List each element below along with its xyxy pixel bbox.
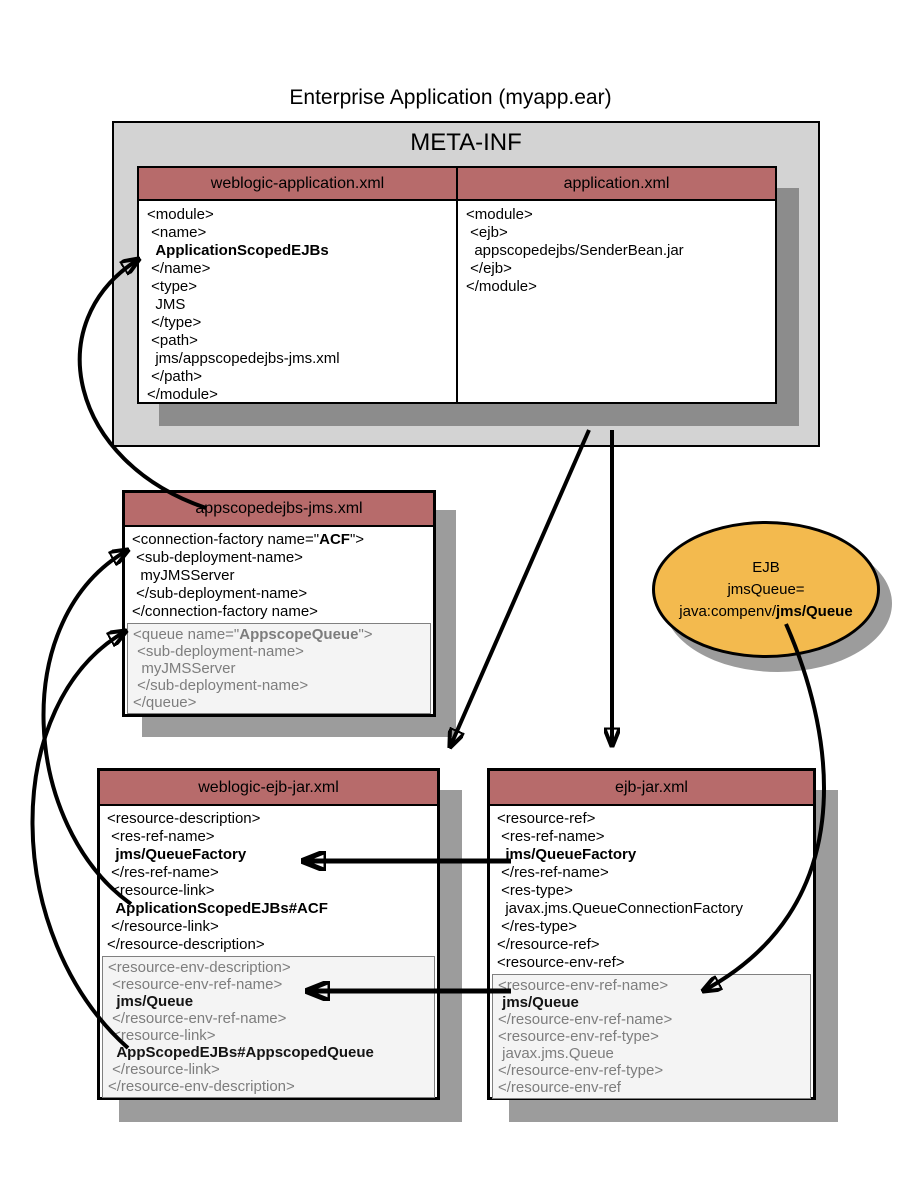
- code-line: myJMSServer: [133, 660, 236, 677]
- code-line: <name>: [147, 224, 207, 241]
- weblogic-application-header: weblogic-application.xml: [139, 168, 456, 201]
- code-line: </res-ref-name>: [107, 864, 219, 881]
- code-line: </resource-env-ref-name>: [108, 1010, 287, 1027]
- ejb-jar-box: [487, 768, 816, 1100]
- meta-inf-label: META-INF: [410, 129, 522, 156]
- code-line: </resource-link>: [108, 1061, 220, 1078]
- code-line: <resource-link>: [107, 882, 215, 899]
- code-line: <sub-deployment-name>: [133, 643, 304, 660]
- code-line: </resource-ref>: [497, 936, 600, 953]
- code-line: AppScopedEJBs#AppscopedQueue: [116, 1044, 374, 1061]
- code-line: </queue>: [133, 694, 197, 711]
- weblogic-application-column: [139, 168, 458, 402]
- connection-factory-code: [125, 527, 433, 622]
- code-line: </sub-deployment-name>: [133, 677, 309, 694]
- weblogic-application-code: [139, 201, 456, 409]
- code-line: </ejb>: [466, 260, 512, 277]
- code-line: </resource-env-description>: [108, 1078, 295, 1095]
- page-title: Enterprise Application (myapp.ear): [289, 86, 612, 109]
- code-line: </module>: [466, 278, 537, 295]
- code-line: jmsQueue=: [727, 580, 805, 598]
- weblogic-ejb-jar-box: [97, 768, 440, 1100]
- code-line: <resource-env-ref-name>: [498, 977, 669, 994]
- code-line: myJMSServer: [132, 567, 235, 584]
- code-line: <res-ref-name>: [107, 828, 215, 845]
- code-line: <connection-factory name="ACF">: [132, 531, 365, 548]
- code-line: jms/Queue: [502, 994, 579, 1011]
- code-line: java:compenv/jms/Queue: [679, 602, 853, 620]
- code-line: <resource-description>: [107, 810, 261, 827]
- code-line: </resource-env-ref-type>: [498, 1062, 664, 1079]
- resource-description-code: [100, 806, 437, 955]
- code-line: <resource-ref>: [497, 810, 596, 827]
- code-line: jms/Queue: [116, 993, 194, 1010]
- code-line: </sub-deployment-name>: [132, 585, 308, 602]
- queue-subbox-code: [127, 623, 431, 714]
- code-line: <sub-deployment-name>: [132, 549, 303, 566]
- code-line: <res-ref-name>: [497, 828, 605, 845]
- code-line: <resource-env-ref-type>: [498, 1028, 659, 1045]
- ejb-ellipse: [652, 521, 880, 658]
- code-line: <type>: [147, 278, 198, 295]
- code-line: <resource-env-ref>: [497, 954, 625, 971]
- descriptor-table: [137, 166, 777, 404]
- code-line: javax.jms.Queue: [498, 1045, 614, 1062]
- code-line: <ejb>: [466, 224, 508, 241]
- code-line: ApplicationScopedEJBs#ACF: [115, 900, 328, 917]
- ejb-jar-header: ejb-jar.xml: [490, 771, 813, 806]
- code-line: <queue name="AppscopeQueue">: [133, 626, 373, 643]
- code-line: </res-ref-name>: [497, 864, 609, 881]
- code-line: JMS: [147, 296, 186, 313]
- code-line: <path>: [147, 332, 198, 349]
- arrow-meta-inf-to-weblogic-ejb-jar: [450, 430, 589, 747]
- code-line: jms/appscopedejbs-jms.xml: [147, 350, 340, 367]
- application-column: [458, 168, 775, 402]
- code-line: <res-type>: [497, 882, 573, 899]
- jms-descriptor-box: [122, 490, 436, 717]
- code-line: </resource-description>: [107, 936, 265, 953]
- code-line: ApplicationScopedEJBs: [155, 242, 329, 259]
- resource-env-ref-subbox-code: [492, 974, 811, 1099]
- code-line: </type>: [147, 314, 202, 331]
- code-line: </resource-link>: [107, 918, 219, 935]
- application-code: [458, 201, 775, 301]
- code-line: </res-type>: [497, 918, 578, 935]
- application-header: application.xml: [458, 168, 775, 201]
- code-line: jms/QueueFactory: [505, 846, 637, 863]
- code-line: </connection-factory name>: [132, 603, 318, 620]
- code-line: <module>: [466, 206, 533, 223]
- code-line: </resource-env-ref: [498, 1079, 621, 1096]
- code-line: </path>: [147, 368, 203, 385]
- resource-ref-code: [490, 806, 813, 973]
- code-line: jms/QueueFactory: [115, 846, 247, 863]
- code-line: </name>: [147, 260, 211, 277]
- code-line: <resource-link>: [108, 1027, 216, 1044]
- code-line: </module>: [147, 386, 218, 403]
- code-line: appscopedejbs/SenderBean.jar: [466, 242, 684, 259]
- jms-descriptor-header: appscopedejbs-jms.xml: [125, 493, 433, 527]
- code-line: </resource-env-ref-name>: [498, 1011, 673, 1028]
- code-line: javax.jms.QueueConnectionFactory: [497, 900, 743, 917]
- weblogic-ejb-jar-header: weblogic-ejb-jar.xml: [100, 771, 437, 806]
- code-line: <module>: [147, 206, 214, 223]
- code-line: EJB: [752, 558, 780, 576]
- code-line: <resource-env-ref-name>: [108, 976, 283, 993]
- code-line: <resource-env-description>: [108, 959, 291, 976]
- resource-env-description-subbox-code: [102, 956, 435, 1098]
